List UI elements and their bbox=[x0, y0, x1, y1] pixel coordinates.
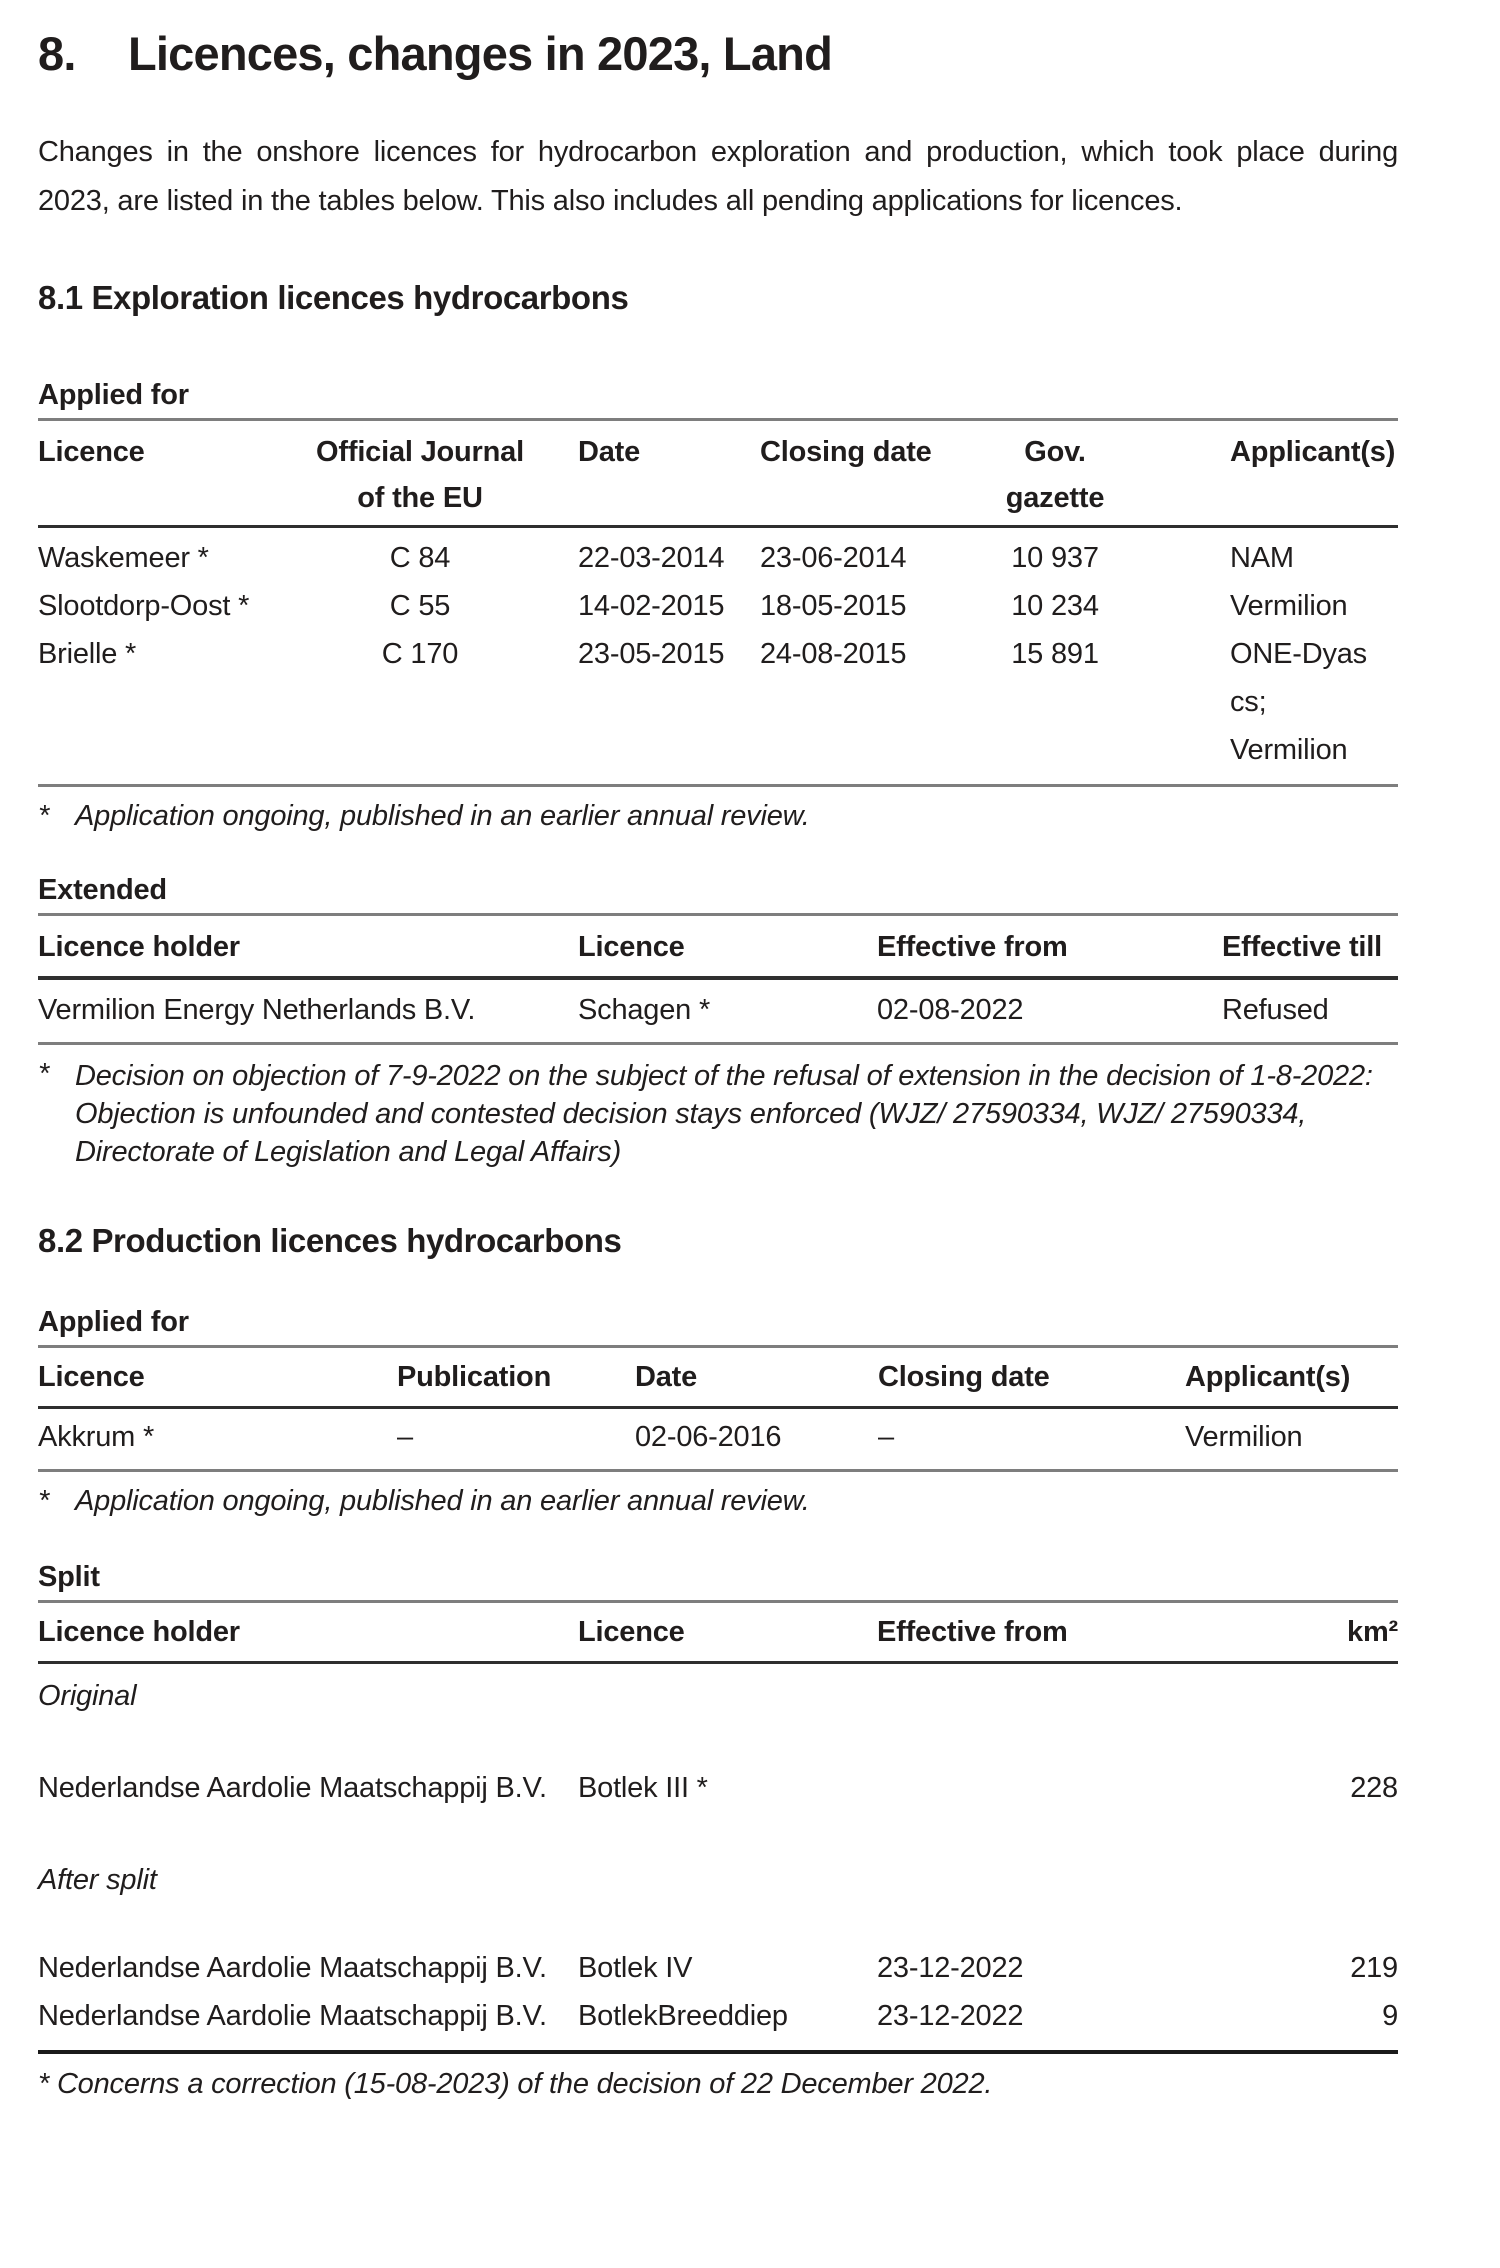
cell-closing-date: – bbox=[878, 1420, 894, 1453]
cell-gov-gazette: 10 937 bbox=[1011, 541, 1099, 574]
cell-closing-date: 18-05-2015 bbox=[760, 589, 907, 622]
cell-applicants: Vermilion bbox=[1185, 1420, 1303, 1453]
group-label-after-split: After split bbox=[38, 1863, 157, 1896]
col-header-licence: Licence bbox=[578, 930, 685, 963]
table-row bbox=[38, 986, 1398, 1034]
cell-licence-holder: Vermilion Energy Netherlands B.V. bbox=[38, 993, 476, 1026]
footnote bbox=[38, 799, 1398, 833]
cell-licence: Botlek IV bbox=[578, 1951, 693, 1984]
cell-journal: C 170 bbox=[381, 637, 459, 670]
table-header-row bbox=[38, 1603, 1398, 1661]
table-rule-bottom bbox=[38, 2050, 1398, 2054]
col-header-licence-holder: Licence holder bbox=[38, 1615, 240, 1648]
table-label-split: Split bbox=[38, 1560, 100, 1593]
cell-gov-gazette: 15 891 bbox=[1011, 637, 1099, 670]
cell-effective-from: 23-12-2022 bbox=[877, 1951, 1024, 1984]
cell-licence-holder: Nederlandse Aardolie Maatschappij B.V. bbox=[38, 1771, 547, 1804]
cell-licence: Slootdorp-Oost * bbox=[38, 589, 250, 622]
table-body bbox=[38, 1409, 1398, 1469]
col-header-licence: Licence bbox=[38, 1360, 145, 1393]
cell-gov-gazette: 10 234 bbox=[1011, 589, 1099, 622]
cell-journal: C 84 bbox=[389, 541, 451, 574]
cell-licence-holder: Nederlandse Aardolie Maatschappij B.V. bbox=[38, 1951, 547, 1984]
footnote-text: Decision on objection of 7-9-2022 on the subject of the refusal of extension in the decision of 1-8-2022: Objection is unfounded and contested decision stays enforced (WJZ/ 27590334, WJZ/ 27590334, Directorate of Legislation and Legal Affairs) bbox=[75, 1059, 1373, 1168]
cell-effective-from bbox=[877, 1764, 1135, 1812]
section-title-81: 8.1 Exploration licences hydrocarbons bbox=[38, 278, 629, 316]
col-header-official-journal: Official Journal of the EU bbox=[316, 435, 524, 514]
col-header-licence-holder: Licence holder bbox=[38, 930, 240, 963]
cell-journal: C 55 bbox=[389, 589, 451, 622]
cell-date: 02-06-2016 bbox=[635, 1420, 782, 1453]
table-rule-bottom bbox=[38, 1469, 1398, 1472]
footnote-marker: * bbox=[38, 799, 50, 832]
table-row bbox=[38, 582, 1398, 630]
table-row bbox=[38, 630, 1398, 774]
col-header-gov-gazette: Gov. gazette bbox=[1005, 435, 1105, 514]
col-header-closing-date: Closing date bbox=[760, 435, 932, 468]
table-row bbox=[38, 1764, 1398, 1812]
table-body bbox=[38, 528, 1398, 784]
footnote bbox=[38, 1484, 1398, 1518]
cell-date: 14-02-2015 bbox=[578, 589, 725, 622]
cell-closing-date: 24-08-2015 bbox=[760, 637, 907, 670]
table-row bbox=[38, 1944, 1398, 1992]
cell-publication: – bbox=[397, 1420, 413, 1453]
table-label-applied-82: Applied for bbox=[38, 1305, 189, 1338]
page-title bbox=[38, 28, 1398, 80]
cell-effective-from: 23-12-2022 bbox=[877, 1999, 1024, 2032]
col-header-effective-till: Effective till bbox=[1222, 930, 1382, 963]
cell-closing-date: 23-06-2014 bbox=[760, 541, 907, 574]
table-row bbox=[38, 1413, 1398, 1461]
page-title-number: 8. bbox=[38, 27, 76, 80]
cell-licence: Brielle * bbox=[38, 637, 137, 670]
col-header-km2: km² bbox=[1347, 1615, 1398, 1648]
table-label-applied-81: Applied for bbox=[38, 378, 189, 411]
footnote-marker: * bbox=[38, 1484, 50, 1517]
cell-licence: Akkrum * bbox=[38, 1420, 155, 1453]
table-body bbox=[38, 980, 1398, 1042]
col-header-closing-date: Closing date bbox=[878, 1360, 1050, 1393]
footnote-marker: * bbox=[38, 1057, 50, 1090]
cell-licence: Waskemeer * bbox=[38, 541, 209, 574]
table-rule-bottom bbox=[38, 784, 1398, 787]
intro-paragraph: Changes in the onshore licences for hydrocarbon exploration and production, which took place during 2023, are listed in the tables below. This also includes all pending applications for licences. bbox=[38, 135, 1398, 217]
table-row bbox=[38, 1992, 1398, 2040]
cell-effective-from: 02-08-2022 bbox=[877, 993, 1024, 1026]
cell-applicants: Vermilion bbox=[1230, 589, 1348, 622]
cell-licence: BotlekBreeddiep bbox=[578, 1999, 788, 2032]
cell-licence-holder: Nederlandse Aardolie Maatschappij B.V. bbox=[38, 1999, 547, 2032]
footnote-text: Application ongoing, published in an earlier annual review. bbox=[75, 799, 810, 832]
col-header-effective-from: Effective from bbox=[877, 930, 1068, 963]
table-header-row bbox=[38, 421, 1398, 525]
table-header-row bbox=[38, 1348, 1398, 1406]
cell-km2: 9 bbox=[1382, 1999, 1398, 2032]
table-row bbox=[38, 534, 1398, 582]
table-body bbox=[38, 1664, 1398, 2050]
cell-applicants: NAM bbox=[1230, 541, 1294, 574]
table-header-row bbox=[38, 916, 1398, 976]
page-title-text: Licences, changes in 2023, Land bbox=[128, 27, 832, 80]
cell-km2: 219 bbox=[1350, 1951, 1398, 1984]
footnote-text: Application ongoing, published in an earlier annual review. bbox=[75, 1484, 810, 1517]
cell-licence: Schagen * bbox=[578, 993, 711, 1026]
section-title-82: 8.2 Production licences hydrocarbons bbox=[38, 1221, 622, 1259]
table-group-label-row bbox=[38, 1672, 1398, 1720]
col-header-licence: Licence bbox=[578, 1615, 685, 1648]
col-header-applicants: Applicant(s) bbox=[1230, 435, 1396, 468]
col-header-effective-from: Effective from bbox=[877, 1615, 1068, 1648]
col-header-date: Date bbox=[635, 1360, 698, 1393]
table-group-label-row bbox=[38, 1856, 1398, 1904]
group-label-original: Original bbox=[38, 1679, 137, 1712]
col-header-applicants: Applicant(s) bbox=[1185, 1360, 1351, 1393]
cell-effective-till: Refused bbox=[1222, 993, 1329, 1026]
col-header-publication: Publication bbox=[397, 1360, 552, 1393]
col-header-date: Date bbox=[578, 435, 641, 468]
cell-date: 22-03-2014 bbox=[578, 541, 725, 574]
col-header-licence: Licence bbox=[38, 435, 145, 468]
table-rule-bottom bbox=[38, 1042, 1398, 1045]
cell-applicants: ONE-Dyas cs; Vermilion bbox=[1230, 637, 1367, 766]
footnote bbox=[38, 1057, 1398, 1171]
footnote: * Concerns a correction (15-08-2023) of the decision of 22 December 2022. bbox=[38, 2067, 993, 2100]
cell-km2: 228 bbox=[1350, 1771, 1398, 1804]
cell-date: 23-05-2015 bbox=[578, 637, 725, 670]
table-label-extended: Extended bbox=[38, 873, 167, 906]
cell-licence: Botlek III * bbox=[578, 1771, 708, 1804]
